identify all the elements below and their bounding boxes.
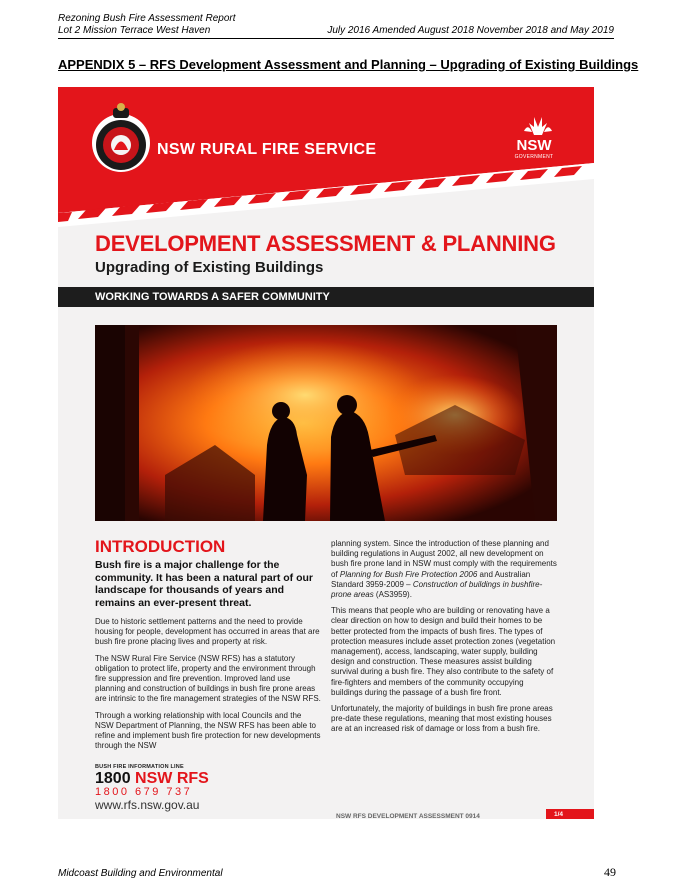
tagline-bar bbox=[58, 287, 594, 307]
report-location: Lot 2 Mission Terrace West Haven bbox=[58, 25, 211, 36]
intro-lead: Bush fire is a major challenge for the community. It has been a natural part of our landscape for thousands of years and remains an ever-present threat. bbox=[95, 559, 314, 609]
footer-page-number: 49 bbox=[604, 865, 616, 879]
report-title: Rezoning Bush Fire Assessment Report bbox=[58, 13, 236, 24]
agency-name: NSW RURAL FIRE SERVICE bbox=[157, 141, 377, 158]
header-rule bbox=[58, 38, 614, 39]
number-word: NSW RFS bbox=[135, 770, 209, 787]
tagline-text: WORKING TOWARDS A SAFER COMMUNITY bbox=[95, 291, 330, 303]
brochure-title: DEVELOPMENT ASSESSMENT & PLANNING bbox=[95, 231, 556, 256]
rfs-brochure-page bbox=[58, 87, 594, 819]
brochure-page-number: 1/4 bbox=[554, 811, 564, 818]
bushfire-photo bbox=[95, 325, 557, 521]
text-segment: (AS3959). bbox=[373, 590, 412, 600]
intro-paragraph: Unfortunately, the majority of buildings in bush fire prone areas pre-date these regulations, meaning that most existing houses are at an increased risk of damage or loss from a bush fire. bbox=[331, 704, 553, 734]
brochure-page-badge bbox=[546, 809, 594, 819]
info-line-label: BUSH FIRE INFORMATION LINE bbox=[95, 764, 184, 770]
appendix-heading: APPENDIX 5 – RFS Development Assessment and Planning – Upgrading of Existing Buildings bbox=[58, 57, 639, 72]
text-segment: planning system. Since the introduction of these planning and building regulations in August 2002, all new development on bush fire prone land in NSW must comply with the requirements of bbox=[331, 539, 557, 579]
nsw-logo-subtext: GOVERNMENT bbox=[514, 154, 554, 160]
bush-fire-info-line bbox=[95, 764, 209, 812]
intro-paragraph: Due to historic settlement patterns and the need to provide housing for people, development has occurred in areas that are bush fire prone placing lives and property at risk. bbox=[95, 617, 320, 647]
text-segment: and Australian Standard 3959-2009 – bbox=[331, 569, 531, 589]
report-dates: July 2016 Amended August 2018 November 2018 and May 2019 bbox=[327, 25, 614, 36]
intro-paragraph bbox=[331, 539, 557, 600]
report-subheader bbox=[58, 25, 614, 37]
brochure-subtitle: Upgrading of Existing Buildings bbox=[95, 259, 324, 276]
website-link[interactable]: www.rfs.nsw.gov.au bbox=[95, 798, 200, 812]
intro-paragraph: This means that people who are building or renovating have a clear direction on how to design and build their homes to be better protected from the impacts of bush fires. The types of protection measures include asset protection zones (vegetation management), access, landscaping, water supply, building design and construction. These measures assist building survival during a bush fire. They also contribute to the safety of fire-fighters and members of the community occupying buildings during the passage of a bush fire front. bbox=[331, 606, 556, 697]
intro-left-column bbox=[95, 559, 321, 757]
pbp-reference: Planning for Bush Fire Protection 2006 bbox=[339, 569, 478, 579]
document-code: NSW RFS DEVELOPMENT ASSESSMENT 0914 bbox=[336, 813, 480, 819]
info-line-number bbox=[95, 770, 209, 787]
nsw-logo-text: NSW bbox=[516, 137, 552, 154]
nsw-government-logo bbox=[512, 137, 556, 160]
info-line-digits: 1800 679 737 bbox=[95, 786, 193, 798]
intro-right-column bbox=[331, 539, 557, 741]
intro-paragraph: Through a working relationship with local Councils and the NSW Department of Planning, the NSW RFS has been able to refine and implement bush fire protection for new developments through the NSW bbox=[95, 710, 321, 751]
intro-paragraph: The NSW Rural Fire Service (NSW RFS) has a statutory obligation to protect life, property and the environment through fire suppression and fire prevention. Improved land use planning and construction of buildings in bush fire prone areas are intrinsic to the fire management strategies of the NSW RFS. bbox=[95, 653, 321, 704]
footer-company: Midcoast Building and Environmental bbox=[58, 868, 223, 879]
number-prefix: 1800 bbox=[95, 770, 136, 787]
introduction-heading: INTRODUCTION bbox=[95, 537, 226, 556]
as3959-reference: Construction of buildings in bushfire-prone areas bbox=[331, 579, 543, 600]
